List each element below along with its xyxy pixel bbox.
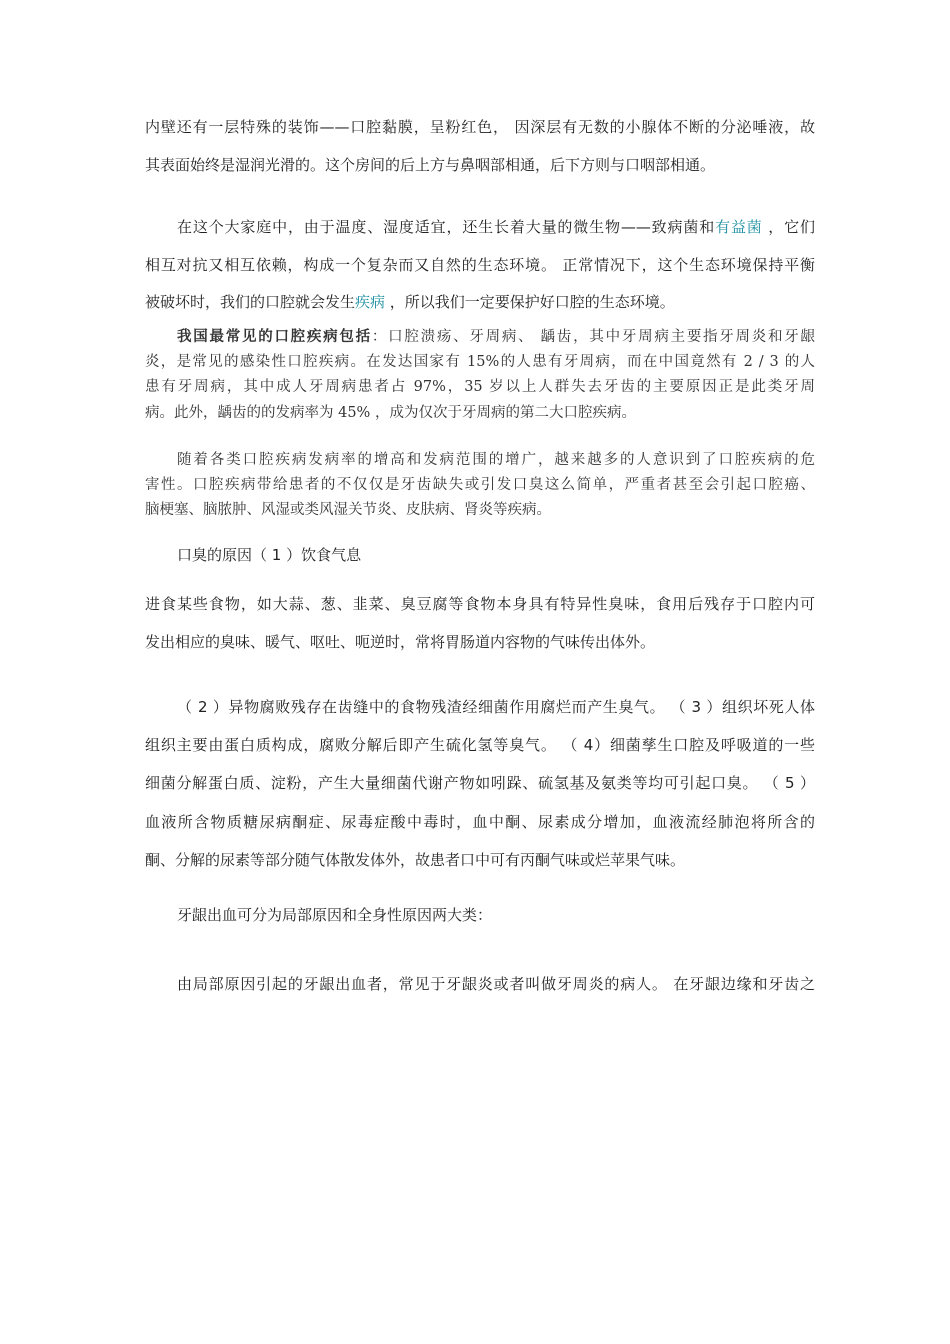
paragraph-2-text: ，它们	[762, 218, 815, 236]
disease-link[interactable]: 疾病	[355, 293, 386, 311]
common-diseases-lead: 我国最常见的口腔疾病包括	[177, 328, 372, 345]
gum-bleeding-heading: 牙龈出血可分为局部原因和全身性原因两大类：	[177, 906, 493, 924]
paragraph-2-line-2: 相互对抗又相互依赖，构成一个复杂而又自然的生态环境。 正常情况下，这个生态环境保持平衡	[145, 256, 815, 274]
paragraph-1-line-2: 其表面始终是湿润光滑的。这个房间的后上方与鼻咽部相通，后下方则与口咽部相通。	[145, 156, 716, 174]
bad-breath-causes-heading: 口臭的原因（ 1 ）饮食气息	[177, 546, 362, 564]
paragraph-4-line-1: 随着各类口腔疾病发病率的增高和发病范围的增广，越来越多的人意识到了口腔疾病的危	[177, 452, 815, 468]
paragraph-2-text: 在这个大家庭中，由于温度、湿度适宜，还生长着大量的微生物——致病菌和	[177, 218, 716, 236]
paragraph-4-line-2: 害性。口腔疾病带给患者的不仅仅是牙齿缺失或引发口臭这么简单，严重者甚至会引起口腔癌、	[145, 477, 815, 493]
paragraph-1-line-1: 内壁还有一层特殊的装饰——口腔黏膜，呈粉红色， 因深层有无数的小腺体不断的分泌唾液，故	[145, 118, 815, 136]
paragraph-3-text: ：口腔溃疡、牙周病、 龋齿，其中牙周病主要指牙周炎和牙龈	[371, 329, 815, 345]
paragraph-7-line-4: 血液所含物质糖尿病酮症、尿毒症酸中毒时，血中酮、尿素成分增加，血液流经肺泡将所含的	[145, 813, 815, 831]
paragraph-6-line-2: 发出相应的臭味、暖气、呕吐、呃逆时，常将胃肠道内容物的气味传出体外。	[145, 633, 656, 651]
paragraph-6-line-1: 进食某些食物，如大蒜、葱、韭菜、臭豆腐等食物本身具有特异性臭味，食用后残存于口腔内可	[145, 595, 815, 613]
paragraph-3-line-2: 炎，是常见的感染性口腔疾病。在发达国家有 15%的人患有牙周病，而在中国竟然有 2 / 3 的人	[145, 354, 815, 370]
paragraph-7-line-5: 酮、分解的尿素等部分随气体散发体外，故患者口中可有丙酮气味或烂苹果气味。	[145, 851, 686, 869]
paragraph-2-line-1	[145, 217, 815, 237]
paragraph-2-text: ，所以我们一定要保护好口腔的生态环境。	[385, 293, 675, 311]
paragraph-3-line-3: 患有牙周病，其中成人牙周病患者占 97%，35 岁以上人群失去牙齿的主要原因正是此类牙周	[145, 379, 815, 395]
paragraph-7-line-1: （ 2 ）异物腐败残存在齿缝中的食物残渣经细菌作用腐烂而产生臭气。 （ 3 ）组织坏死人体	[177, 698, 815, 716]
paragraph-7-line-3: 细菌分解蛋白质、淀粉，产生大量细菌代谢产物如吲跺、硫氢基及氨类等均可引起口臭。 （ 5 ）	[145, 774, 815, 792]
paragraph-9-line-1: 由局部原因引起的牙龈出血者，常见于牙龈炎或者叫做牙周炎的病人。 在牙龈边缘和牙齿之	[177, 975, 815, 993]
paragraph-3-line-4: 病。此外，龋齿的的发病率为 45% ，成为仅次于牙周病的第二大口腔疾病。	[145, 405, 636, 421]
paragraph-2-line-3	[145, 292, 815, 312]
paragraph-3-line-1	[145, 327, 815, 347]
beneficial-bacteria-link[interactable]: 有益菌	[715, 218, 763, 236]
paragraph-7-line-2: 组织主要由蛋白质构成，腐败分解后即产生硫化氢等臭气。 （ 4）细菌孳生口腔及呼吸道的一些	[145, 736, 815, 754]
paragraph-2-text: 被破坏时，我们的口腔就会发生	[145, 293, 356, 311]
paragraph-4-line-3: 脑梗塞、脑脓肿、风湿或类风湿关节炎、皮肤病、肾炎等疾病。	[145, 502, 551, 518]
